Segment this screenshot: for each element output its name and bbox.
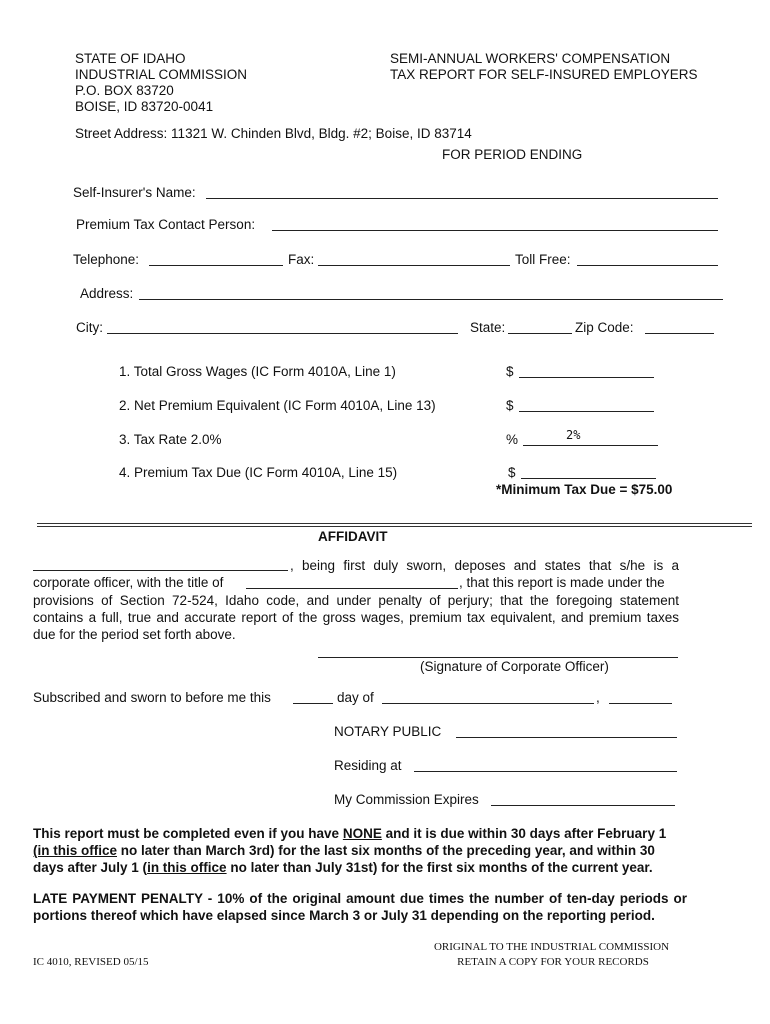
line-1-dollar: $ bbox=[506, 364, 514, 379]
fax-label: Fax: bbox=[288, 252, 315, 267]
line-4-field[interactable] bbox=[521, 478, 656, 479]
line-3-field[interactable] bbox=[523, 445, 658, 446]
subscribed-label: Subscribed and sworn to before me this bbox=[33, 690, 271, 705]
signature-field[interactable] bbox=[318, 657, 678, 658]
notice-line-3 bbox=[33, 860, 653, 875]
day-of-label: day of bbox=[337, 690, 374, 705]
notice-line-1 bbox=[33, 826, 666, 841]
divider-rule-bottom bbox=[37, 526, 752, 527]
form-id: IC 4010, REVISED 05/15 bbox=[33, 956, 149, 968]
line-1-label: 1. Total Gross Wages (IC Form 4010A, Line 1) bbox=[119, 364, 396, 379]
city-field[interactable] bbox=[107, 333, 458, 334]
notice-none: NONE bbox=[342, 826, 382, 841]
agency-line: INDUSTRIAL COMMISSION bbox=[75, 67, 248, 82]
notary-field[interactable] bbox=[456, 737, 677, 738]
telephone-field[interactable] bbox=[149, 265, 283, 266]
officer-title-field[interactable] bbox=[246, 588, 458, 589]
sworn-month-field[interactable] bbox=[382, 703, 594, 704]
city-label: City: bbox=[76, 320, 103, 335]
line-3-percent: % bbox=[506, 432, 519, 447]
commission-label: My Commission Expires bbox=[334, 792, 479, 807]
divider-rule-top bbox=[37, 523, 752, 524]
self-insurer-field[interactable] bbox=[206, 198, 718, 199]
form-title bbox=[390, 51, 698, 83]
contact-field[interactable] bbox=[272, 230, 718, 231]
footer-retain: RETAIN A COPY FOR YOUR RECORDS bbox=[457, 956, 649, 968]
affidavit-title-label: corporate officer, with the title of bbox=[33, 575, 224, 590]
line-1-field[interactable] bbox=[519, 377, 654, 378]
agency-line: BOISE, ID 83720-0041 bbox=[75, 99, 214, 114]
line-2-dollar: $ bbox=[506, 398, 514, 413]
line-4-label: 4. Premium Tax Due (IC Form 4010A, Line 15) bbox=[119, 465, 398, 480]
form-title-line: SEMI-ANNUAL WORKERS' COMPENSATION bbox=[390, 51, 671, 66]
telephone-label: Telephone: bbox=[73, 252, 140, 267]
affidavit-line-2-end: , that this report is made under the bbox=[459, 575, 665, 590]
notice-in-office: in this office bbox=[147, 860, 227, 875]
affidavit-line-1: , being first duly sworn, deposes and states that s/he is a bbox=[290, 558, 679, 573]
residing-label: Residing at bbox=[334, 758, 402, 773]
agency-line: P.O. BOX 83720 bbox=[75, 83, 174, 98]
affidavit-body: provisions of Section 72-524, Idaho code, and under penalty of perjury; that the foregoing statement contains a full, true and accurate report of the gross wages, premium tax equivalent, and premium taxes due for the period set forth above. bbox=[33, 593, 679, 642]
date-comma: , bbox=[596, 690, 600, 705]
minimum-tax-note: *Minimum Tax Due = $75.00 bbox=[496, 482, 673, 497]
notice-in-office: (in this office bbox=[33, 843, 117, 858]
affiant-name-field[interactable] bbox=[33, 570, 288, 571]
notice-text: no later than July 31st) for the first six months of the current year. bbox=[230, 860, 653, 875]
tax-rate-value: 2% bbox=[566, 428, 581, 442]
fax-field[interactable] bbox=[318, 265, 510, 266]
street-address: Street Address: 11321 W. Chinden Blvd, Bldg. #2; Boise, ID 83714 bbox=[75, 126, 472, 141]
agency-line: STATE OF IDAHO bbox=[75, 51, 186, 66]
line-2-field[interactable] bbox=[519, 411, 654, 412]
toll-free-label: Toll Free: bbox=[515, 252, 571, 267]
zip-label: Zip Code: bbox=[575, 320, 634, 335]
state-label: State: bbox=[470, 320, 506, 335]
notice-text: This report must be completed even if you have bbox=[33, 826, 340, 841]
late-payment-penalty: LATE PAYMENT PENALTY - 10% of the original amount due times the number of ten-day periods or portions thereof which have elapsed since March 3 or July 31 depending on the reporting period. bbox=[33, 891, 687, 923]
line-3-label: 3. Tax Rate 2.0% bbox=[119, 432, 222, 447]
notice-text: and it is due within 30 days after February 1 bbox=[385, 826, 667, 841]
toll-free-field[interactable] bbox=[577, 265, 718, 266]
commission-field[interactable] bbox=[491, 805, 675, 806]
state-field[interactable] bbox=[508, 333, 572, 334]
sworn-day-field[interactable] bbox=[293, 703, 333, 704]
address-field[interactable] bbox=[139, 299, 723, 300]
signature-caption: (Signature of Corporate Officer) bbox=[420, 659, 609, 674]
self-insurer-label: Self-Insurer's Name: bbox=[73, 185, 196, 200]
notice-line-2 bbox=[33, 843, 655, 858]
form-title-line: TAX REPORT FOR SELF-INSURED EMPLOYERS bbox=[390, 67, 698, 82]
notice-text: days after July 1 ( bbox=[33, 860, 148, 875]
period-ending-label: FOR PERIOD ENDING bbox=[442, 147, 583, 162]
line-4-dollar: $ bbox=[508, 465, 516, 480]
residing-field[interactable] bbox=[414, 771, 677, 772]
affidavit-title: AFFIDAVIT bbox=[318, 529, 388, 544]
agency-block bbox=[75, 51, 247, 115]
notary-label: NOTARY PUBLIC bbox=[334, 724, 442, 739]
contact-label: Premium Tax Contact Person: bbox=[76, 217, 256, 232]
sworn-year-field[interactable] bbox=[609, 703, 672, 704]
zip-field[interactable] bbox=[645, 333, 714, 334]
line-2-label: 2. Net Premium Equivalent (IC Form 4010A, Line 13) bbox=[119, 398, 436, 413]
notice-text: no later than March 3rd) for the last six months of the preceding year, and within 30 bbox=[120, 843, 655, 858]
footer-original: ORIGINAL TO THE INDUSTRIAL COMMISSION bbox=[433, 941, 670, 953]
address-label: Address: bbox=[80, 286, 134, 301]
